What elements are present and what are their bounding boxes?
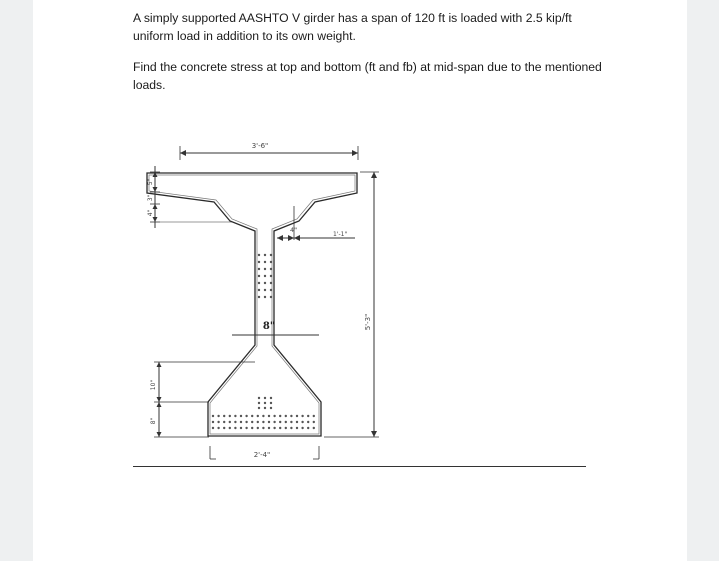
strand-dot — [290, 415, 292, 417]
strand-dot — [229, 415, 231, 417]
strand-dot — [217, 421, 219, 423]
strand-dot — [257, 427, 259, 429]
strand-dot — [262, 415, 264, 417]
strand-dot — [257, 415, 259, 417]
strand-dot — [285, 427, 287, 429]
girder-outline — [147, 173, 357, 436]
strand-dot — [223, 415, 225, 417]
strand-dot — [313, 421, 315, 423]
strand-dot — [296, 427, 298, 429]
strand-dot — [268, 427, 270, 429]
strand-dot — [240, 415, 242, 417]
strand-dot — [257, 421, 259, 423]
strand-dot — [290, 427, 292, 429]
strand-dot — [245, 427, 247, 429]
strand-dot — [258, 289, 260, 291]
top-width-arrow-left — [180, 150, 186, 156]
strand-dot — [264, 402, 266, 404]
left-dim-bottom-2: 8" — [150, 417, 157, 425]
strand-dot — [229, 427, 231, 429]
strand-dot — [245, 415, 247, 417]
strand-dot — [270, 282, 272, 284]
web-thickness-label: 4" — [290, 226, 298, 234]
separator-line — [133, 466, 586, 467]
strand-dot — [279, 427, 281, 429]
prestressing-strands — [212, 254, 315, 429]
strand-dot — [296, 415, 298, 417]
strand-dot — [234, 415, 236, 417]
flange-overhang-label: 1'-1" — [333, 231, 348, 238]
strand-dot — [279, 415, 281, 417]
strand-dot — [258, 282, 260, 284]
strand-dot — [273, 421, 275, 423]
strand-dot — [223, 421, 225, 423]
web-dimension-label: 8" — [262, 321, 276, 332]
strand-dot — [258, 275, 260, 277]
top-width-arrow-right — [352, 150, 358, 156]
problem-statement: A simply supported AASHTO V girder has a span of 120 ft is loaded with 2.5 kip/ft uniform load in addition to its own weight. — [133, 11, 572, 43]
strand-dot — [264, 397, 266, 399]
strand-dot — [212, 427, 214, 429]
strand-dot — [251, 427, 253, 429]
strand-dot — [268, 421, 270, 423]
strand-dot — [212, 421, 214, 423]
strand-dot — [264, 282, 266, 284]
left-dim-top-2: 3" — [147, 194, 154, 202]
strand-dot — [285, 415, 287, 417]
strand-dot — [262, 421, 264, 423]
strand-dot — [229, 421, 231, 423]
strand-dot — [270, 397, 272, 399]
strand-dot — [313, 415, 315, 417]
strand-dot — [234, 427, 236, 429]
strand-dot — [264, 268, 266, 270]
strand-dot — [258, 397, 260, 399]
strand-dot — [258, 402, 260, 404]
girder-cross-section-figure — [33, 0, 687, 561]
strand-dot — [270, 268, 272, 270]
strand-dot — [307, 415, 309, 417]
strand-dot — [313, 427, 315, 429]
strand-dot — [270, 289, 272, 291]
strand-dot — [273, 427, 275, 429]
strand-dot — [264, 275, 266, 277]
strand-dot — [258, 407, 260, 409]
left-dim-top-1: 5" — [147, 178, 154, 186]
strand-dot — [285, 421, 287, 423]
strand-dot — [307, 427, 309, 429]
strand-dot — [217, 427, 219, 429]
strand-dot — [301, 421, 303, 423]
strand-dot — [270, 296, 272, 298]
strand-dot — [258, 268, 260, 270]
left-dim-top-3: 4" — [147, 209, 154, 217]
strand-dot — [240, 427, 242, 429]
strand-dot — [264, 254, 266, 256]
strand-dot — [262, 427, 264, 429]
strand-dot — [290, 421, 292, 423]
bottom-width-label: 2'-4" — [253, 451, 271, 459]
strand-dot — [234, 421, 236, 423]
strand-dot — [264, 261, 266, 263]
strand-dot — [270, 407, 272, 409]
problem-question: Find the concrete stress at top and bottom (ft and fb) at mid-span due to the mentioned loads. — [133, 60, 602, 92]
strand-dot — [217, 415, 219, 417]
strand-dot — [301, 415, 303, 417]
left-dim-bottom-1: 10" — [150, 379, 157, 391]
strand-dot — [296, 421, 298, 423]
strand-dot — [264, 407, 266, 409]
strand-dot — [273, 415, 275, 417]
top-width-label: 3'-6" — [251, 142, 269, 150]
strand-dot — [258, 254, 260, 256]
strand-dot — [245, 421, 247, 423]
strand-dot — [258, 261, 260, 263]
strand-dot — [251, 421, 253, 423]
girder-inner-outline — [149, 175, 355, 434]
strand-dot — [270, 261, 272, 263]
strand-dot — [264, 289, 266, 291]
strand-dot — [223, 427, 225, 429]
strand-dot — [240, 421, 242, 423]
document-page — [33, 0, 687, 561]
strand-dot — [251, 415, 253, 417]
strand-dot — [270, 254, 272, 256]
strand-dot — [279, 421, 281, 423]
strand-dot — [270, 402, 272, 404]
strand-dot — [264, 296, 266, 298]
strand-dot — [307, 421, 309, 423]
strand-dot — [268, 415, 270, 417]
strand-dot — [270, 275, 272, 277]
total-height-label: 5'-3" — [364, 313, 372, 331]
strand-dot — [258, 296, 260, 298]
strand-dot — [301, 427, 303, 429]
strand-dot — [212, 415, 214, 417]
